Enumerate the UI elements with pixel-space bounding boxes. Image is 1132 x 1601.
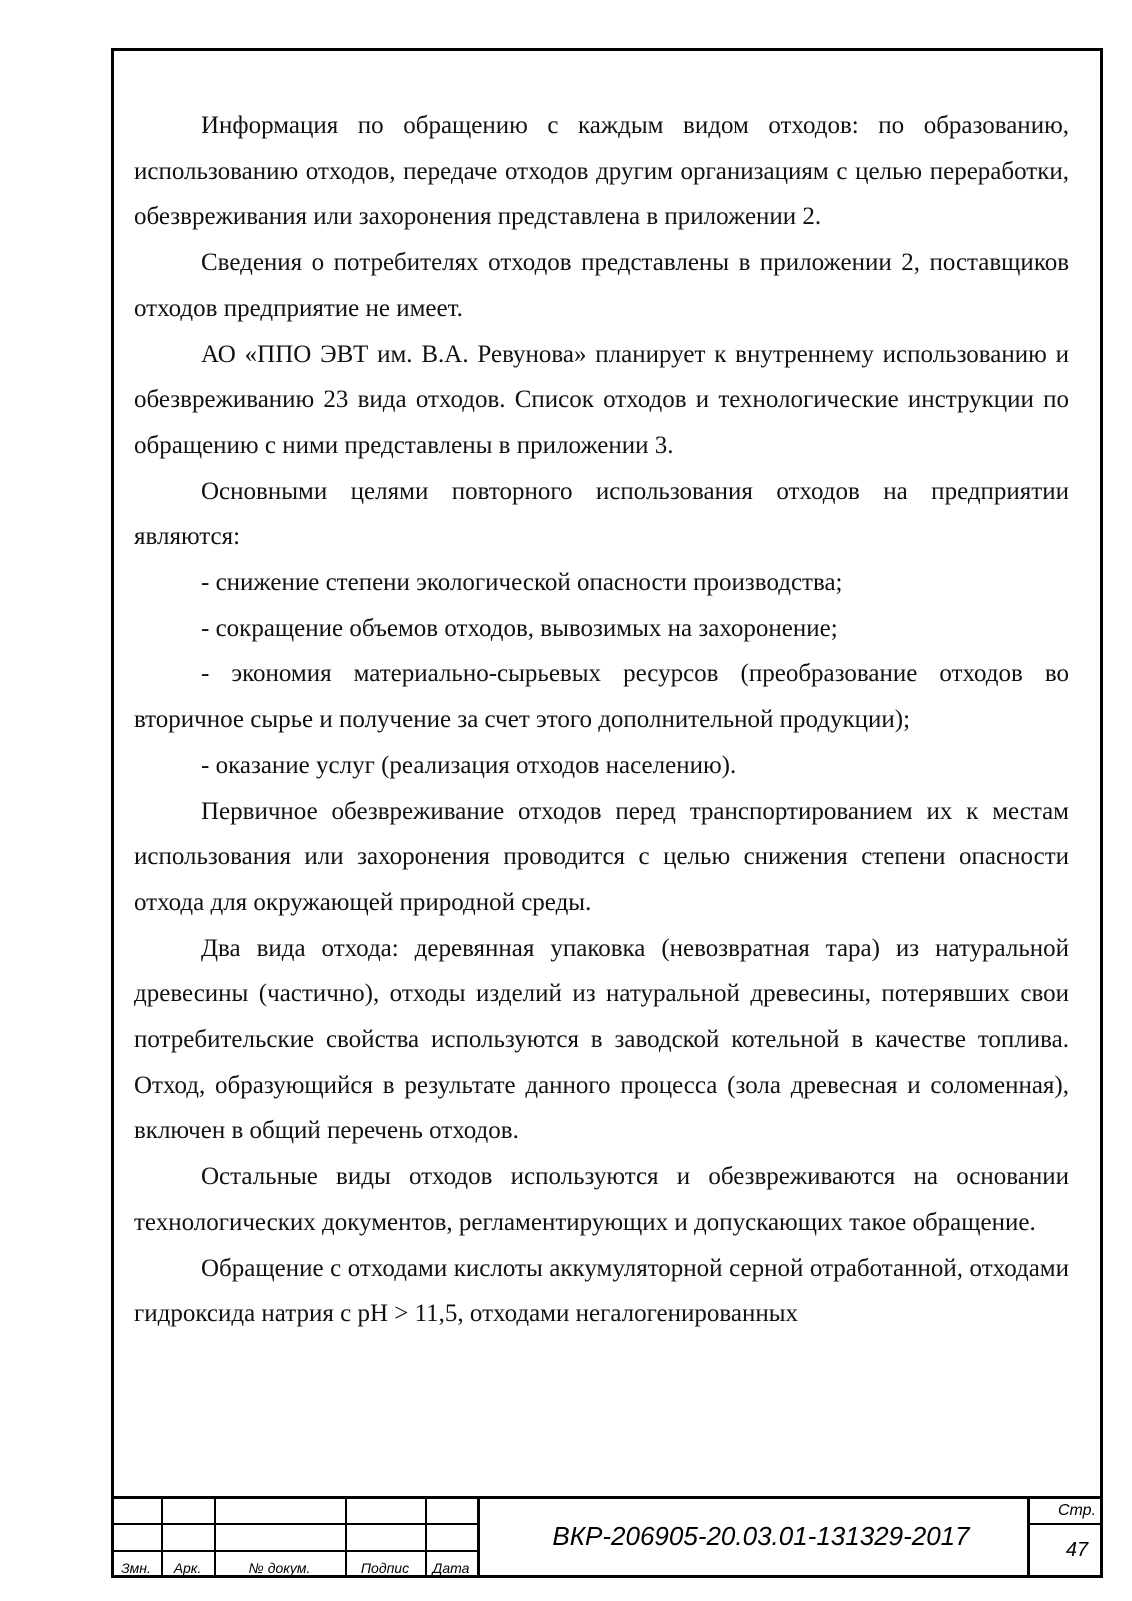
col-label-change: Змн.: [121, 1560, 151, 1576]
col-label-doc-number: № докум.: [248, 1560, 311, 1576]
document-body: [134, 103, 1069, 1337]
document-code: ВКР-206905-20.03.01-131329-2017: [552, 1521, 970, 1551]
col-label-signature: Подпис: [360, 1560, 410, 1576]
list-item: - сокращение объемов отходов, вывозимых на захоронение;: [201, 614, 838, 642]
list-item: - снижение степени экологической опасности производства;: [201, 569, 843, 597]
paragraph: Информация по обращению с каждым видом отходов: по образованию, использованию отходов, передаче отходов другим организациям с целью переработки, обезвреживания или захоронения представлена в приложении 2.: [134, 112, 1069, 231]
title-block: [111, 1496, 1103, 1578]
grid-line: [111, 1523, 479, 1525]
paragraph: Первичное обезвреживание отходов перед транспортированием их к местам использования или захоронения проводится с целью снижения степени опасности отхода для окружающей природной среды.: [134, 797, 1069, 916]
list-item: - экономия материально-сырьевых ресурсов (преобразование отходов во вторичное сырье и получение за счет этого дополнительной продукции);: [134, 660, 1069, 734]
page-number: 47: [1065, 1539, 1089, 1561]
paragraph: Два вида отхода: деревянная упаковка (невозвратная тара) из натуральной древесины (частично), отходы изделий из натуральной древесины, потерявших свои потребительские свойства используются в заводской котельной в качестве топлива. Отход, образующийся в результате данного процесса (зола древесная и соломенная), включен в общий перечень отходов.: [134, 934, 1069, 1145]
col-label-sheet: Арк.: [173, 1560, 202, 1576]
paragraph: Остальные виды отходов используются и обезвреживаются на основании технологических документов, регламентирующих и допускающих такое обращение.: [134, 1163, 1069, 1236]
page-label: Стр.: [1057, 1502, 1097, 1519]
paragraph: АО «ППО ЭВТ им. В.А. Ревунова» планирует к внутреннему использованию и обезвреживанию 23 вида отходов. Список отходов и технологические инструкции по обращению с ними представлены в приложении 3.: [134, 340, 1069, 459]
grid-line: [111, 1550, 479, 1552]
col-label-date: Дата: [432, 1560, 470, 1576]
list-item: - оказание услуг (реализация отходов населению).: [201, 751, 737, 779]
grid-line: [477, 1499, 480, 1578]
grid-line: [1029, 1523, 1103, 1525]
paragraph: Основными целями повторного использования отходов на предприятии являются:: [134, 477, 1069, 551]
paragraph: Обращение с отходами кислоты аккумуляторной серной отработанной, отходами гидроксида натрия с pH > 11,5, отходами негалогенированных: [134, 1254, 1069, 1328]
paragraph: Сведения о потребителях отходов представлены в приложении 2, поставщиков отходов предприятие не имеет.: [134, 249, 1069, 322]
